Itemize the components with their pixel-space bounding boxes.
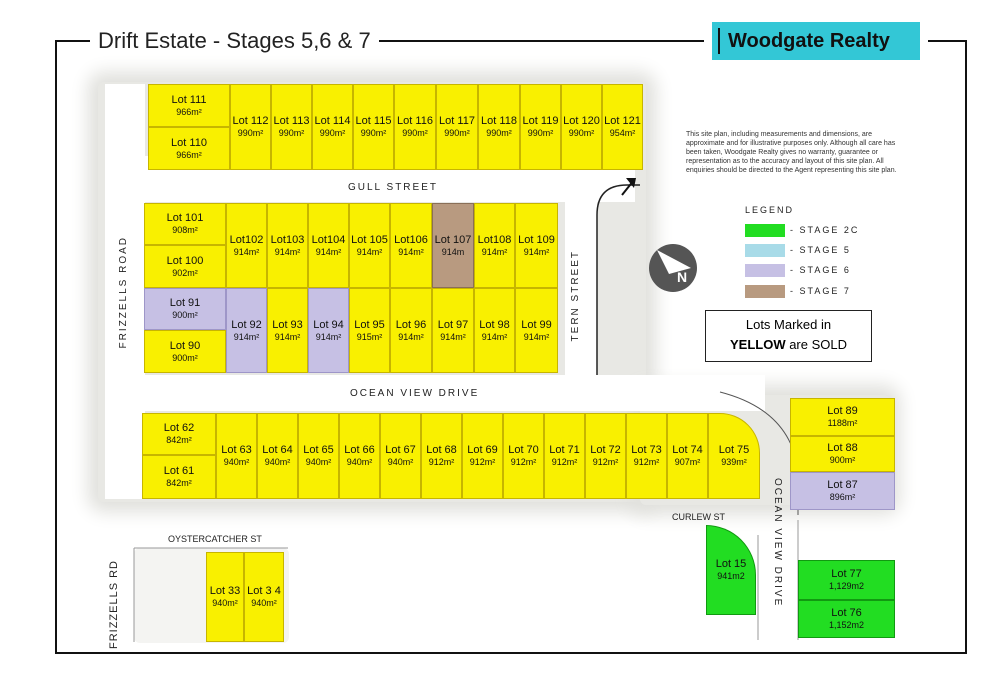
lot-92[interactable]: [226, 288, 267, 373]
lot-119[interactable]: [520, 84, 561, 170]
lot-area: 900m²: [829, 455, 856, 465]
disclaimer-text: This site plan, including measurements and dimensions, are approximate and for illustrative purposes only. Although all care has been taken, Woodgate Realty gives no warranty, guarantee or representation as to the accuracy and layout of this site plan. All enquiries should be directed to the Agent representing this site plan.: [686, 131, 897, 174]
lot-name: Lot 118: [481, 115, 517, 127]
tern-street-label: TERN STREET: [570, 250, 581, 342]
lot-name: Lot102: [229, 233, 264, 246]
north-compass-icon: [647, 242, 699, 294]
lot-73[interactable]: [626, 413, 667, 499]
lot-109[interactable]: [515, 203, 558, 288]
lot-name: Lot 115: [355, 115, 392, 127]
lot-70[interactable]: [503, 413, 544, 499]
lot-72[interactable]: [585, 413, 626, 499]
lot-105[interactable]: [349, 203, 390, 288]
lot-name: Lot 76: [831, 607, 862, 619]
lot-name: Lot 68: [426, 444, 457, 456]
lot-99[interactable]: [515, 288, 558, 373]
lot-112[interactable]: [230, 84, 271, 170]
lot-area: 912m²: [469, 457, 496, 467]
lot-114[interactable]: [312, 84, 353, 170]
lot-name: Lot 99: [521, 318, 552, 331]
lot-area: 914m²: [356, 246, 383, 257]
tern-street-curve: [597, 185, 640, 375]
lot-area: 940m²: [346, 457, 373, 467]
lot-area: 940m²: [212, 598, 238, 608]
legend-label-stage-6: - STAGE 6: [790, 265, 851, 275]
lot-87[interactable]: [790, 472, 895, 510]
lot-68[interactable]: [421, 413, 462, 499]
lot-area: 914m²: [274, 331, 301, 342]
lot-name: Lot 113: [273, 115, 310, 127]
lot-93[interactable]: [267, 288, 308, 373]
lot-name: Lot 63: [221, 444, 252, 456]
lot-name: Lot104: [311, 233, 346, 246]
frizzells-rd-label: FRIZZELLS RD: [108, 560, 120, 650]
lot-area: 914m²: [274, 246, 301, 257]
lot-name: Lot 88: [827, 442, 858, 454]
lot-name: Lot 64: [262, 444, 293, 456]
lot-name: Lot 120: [563, 115, 600, 127]
brand-logo: Woodgate Realty: [712, 22, 920, 60]
lot-area: 990m²: [486, 128, 512, 138]
lot-area: 914m²: [315, 331, 342, 342]
lot-name: Lot 112: [232, 115, 269, 127]
lot-name: Lot 92: [231, 318, 262, 331]
lot-110[interactable]: [148, 127, 230, 170]
lot-name: Lot 114: [314, 115, 351, 127]
lot-name: Lot 67: [385, 444, 416, 456]
legend-swatch-stage-6: [745, 264, 785, 277]
lot-121[interactable]: [602, 84, 643, 170]
curlew-st-label: CURLEW ST: [672, 512, 726, 522]
lot-area: 914m²: [315, 246, 342, 257]
lot-name: Lot 15: [715, 558, 747, 570]
lot-74[interactable]: [667, 413, 708, 499]
lot-104[interactable]: [308, 203, 349, 288]
lot-name: Lot 75: [718, 444, 750, 456]
lot-69[interactable]: [462, 413, 503, 499]
lot-area: 940m²: [223, 457, 250, 467]
lot-107[interactable]: [432, 203, 474, 288]
lot-103[interactable]: [267, 203, 308, 288]
lot-area: 990m²: [527, 128, 554, 138]
lot-name: Lot103: [270, 233, 305, 246]
lot-area: 914m²: [233, 331, 260, 342]
lot-96[interactable]: [390, 288, 432, 373]
lot-90[interactable]: [144, 330, 226, 373]
lot-102[interactable]: [226, 203, 267, 288]
lot-area: 990m²: [568, 128, 595, 138]
lot-area: 914m²: [523, 246, 550, 257]
lot-area: 966m²: [176, 149, 202, 160]
compass-letter: N: [677, 269, 688, 285]
lot-name: Lot 101: [166, 212, 204, 224]
lot-area: 940m²: [251, 598, 277, 608]
arrow-head: [626, 178, 636, 188]
lot-name: Lot 72: [590, 444, 621, 456]
lot-area: 990m²: [278, 128, 305, 138]
lot-area: 900m²: [172, 352, 198, 363]
lot-area: 842m²: [166, 478, 192, 488]
lot-area: 912m²: [510, 457, 537, 467]
lot-name: Lot 74: [672, 444, 703, 456]
lot-name: Lot 61: [163, 465, 195, 477]
lot-area: 914m²: [481, 331, 508, 342]
lot-area: 912m²: [428, 457, 455, 467]
lot-67[interactable]: [380, 413, 421, 499]
lot-106[interactable]: [390, 203, 432, 288]
lot-95[interactable]: [349, 288, 390, 373]
lot-77[interactable]: [798, 560, 895, 600]
lot-name: Lot 121: [604, 115, 641, 127]
lot-area: 902m²: [172, 267, 198, 278]
lot-area: 954m²: [609, 128, 636, 138]
ocean-view-drive-vertical-label: OCEAN VIEW DRIVE: [772, 478, 783, 608]
lot-117[interactable]: [436, 84, 478, 170]
lot-116[interactable]: [394, 84, 436, 170]
lot-61[interactable]: [142, 455, 216, 499]
lot-name: Lot 69: [467, 444, 498, 456]
lot-area: 908m²: [172, 225, 198, 235]
lot-area: 914m²: [398, 246, 424, 257]
lot-34[interactable]: [244, 552, 284, 642]
lot-62[interactable]: [142, 413, 216, 455]
lot-name: Lot 107: [434, 233, 472, 246]
lot-97[interactable]: [432, 288, 474, 373]
lot-area: 914m²: [523, 331, 550, 342]
ocean-view-drive-label: OCEAN VIEW DRIVE: [350, 388, 480, 399]
lot-name: Lot 117: [439, 115, 475, 127]
lot-name: Lot 87: [827, 479, 858, 491]
legend-label-stage-5: - STAGE 5: [790, 245, 851, 255]
lot-88[interactable]: [790, 436, 895, 472]
lot-name: Lot 70: [508, 444, 539, 456]
lot-91[interactable]: [144, 288, 226, 330]
lot-area: 915m²: [356, 331, 383, 342]
lot-name: Lot 65: [303, 444, 334, 456]
lot-name: Lot 116: [397, 115, 433, 127]
sold-note-rest: are SOLD: [785, 337, 848, 352]
lot-area: 990m²: [402, 128, 428, 138]
lot-name: Lot 77: [831, 568, 862, 580]
lot-33[interactable]: [206, 552, 244, 642]
lot-area: 990m²: [319, 128, 346, 138]
lot-area: 896m²: [829, 492, 856, 502]
legend-label-stage-2c: - STAGE 2C: [790, 225, 860, 235]
lot-area: 912m²: [592, 457, 619, 467]
legend-label-stage-7: - STAGE 7: [790, 286, 851, 296]
lot-name: Lot 89: [827, 405, 858, 417]
lot-name: Lot 73: [631, 444, 662, 456]
lot-area: 941m2: [717, 571, 745, 581]
lot-area: 912m²: [633, 457, 660, 467]
lot-name: Lot 93: [272, 318, 303, 331]
lot-name: Lot 111: [171, 93, 207, 106]
lot-120[interactable]: [561, 84, 602, 170]
lot-area: 940m²: [305, 457, 332, 467]
lot-name: Lot 109: [518, 233, 555, 246]
lot-100[interactable]: [144, 245, 226, 288]
lot-area: 842m²: [166, 435, 192, 445]
lot-name: Lot 98: [479, 318, 510, 331]
lot-area: 914m²: [481, 246, 508, 257]
lot-area: 1,152m2: [828, 620, 865, 630]
lot-name: Lot 96: [395, 318, 427, 331]
lot-area: 1,129m2: [828, 581, 865, 591]
lot-name: Lot 90: [169, 339, 201, 352]
lot-area: 990m²: [444, 128, 470, 138]
lot-area: 914m²: [398, 331, 424, 342]
lot-name: Lot 105: [351, 233, 388, 246]
lot-name: Lot 71: [549, 444, 580, 456]
legend-title: LEGEND: [745, 205, 795, 215]
lot-name: Lot 91: [169, 297, 201, 309]
lot-101[interactable]: [144, 203, 226, 245]
lot-108[interactable]: [474, 203, 515, 288]
lot-area: 914m²: [233, 246, 260, 257]
lot-area: 990m²: [360, 128, 387, 138]
lot-111[interactable]: [148, 84, 230, 127]
lot-name: Lot 100: [166, 254, 204, 267]
lot-94[interactable]: [308, 288, 349, 373]
lot-name: Lot 33: [209, 585, 241, 597]
lot-113[interactable]: [271, 84, 312, 170]
lot-63[interactable]: [216, 413, 257, 499]
legend-swatch-stage-2c: [745, 224, 785, 237]
lot-115[interactable]: [353, 84, 394, 170]
sold-note: [705, 310, 872, 362]
lot-name: Lot 3 4: [247, 585, 281, 597]
lot-name: Lot 62: [163, 422, 195, 434]
lot-name: Lot 110: [171, 136, 207, 149]
lot-area: 907m²: [674, 457, 701, 467]
gull-street-label: GULL STREET: [348, 182, 438, 193]
lot-area: 914m: [441, 246, 465, 257]
lot-name: Lot 66: [344, 444, 375, 456]
lot-name: Lot 94: [313, 318, 344, 331]
lot-name: Lot 97: [437, 318, 469, 331]
lot-76[interactable]: [798, 600, 895, 638]
page-title: Drift Estate - Stages 5,6 & 7: [90, 28, 379, 54]
legend-swatch-stage-5: [745, 244, 785, 257]
sold-note-yellow: YELLOW: [729, 337, 786, 352]
lot-name: Lot108: [477, 233, 512, 246]
lot-area: 939m²: [721, 457, 747, 467]
lot-area: 966m²: [176, 106, 202, 117]
lot-name: Lot106: [394, 233, 428, 246]
sold-note-line1: Lots Marked in: [745, 317, 832, 332]
lot-66[interactable]: [339, 413, 380, 499]
lot-area: 990m²: [237, 128, 264, 138]
lot-area: 900m²: [172, 310, 198, 320]
lot-area: 912m²: [551, 457, 578, 467]
lot-64[interactable]: [257, 413, 298, 499]
frizzells-road-label: FRIZZELLS ROAD: [118, 236, 129, 349]
lot-name: Lot 119: [522, 115, 559, 127]
lot-area: 940m²: [387, 457, 414, 467]
lot-71[interactable]: [544, 413, 585, 499]
lot-area: 1188m²: [827, 418, 858, 428]
lot-area: 914m²: [440, 331, 466, 342]
lot-area: 940m²: [264, 457, 291, 467]
lot-118[interactable]: [478, 84, 520, 170]
lot-65[interactable]: [298, 413, 339, 499]
lot-name: Lot 95: [354, 318, 385, 331]
legend-swatch-stage-7: [745, 285, 785, 298]
lot-89[interactable]: [790, 398, 895, 436]
oystercatcher-st-label: OYSTERCATCHER ST: [168, 534, 262, 544]
sold-note-line2: [706, 335, 871, 355]
lot-98[interactable]: [474, 288, 515, 373]
